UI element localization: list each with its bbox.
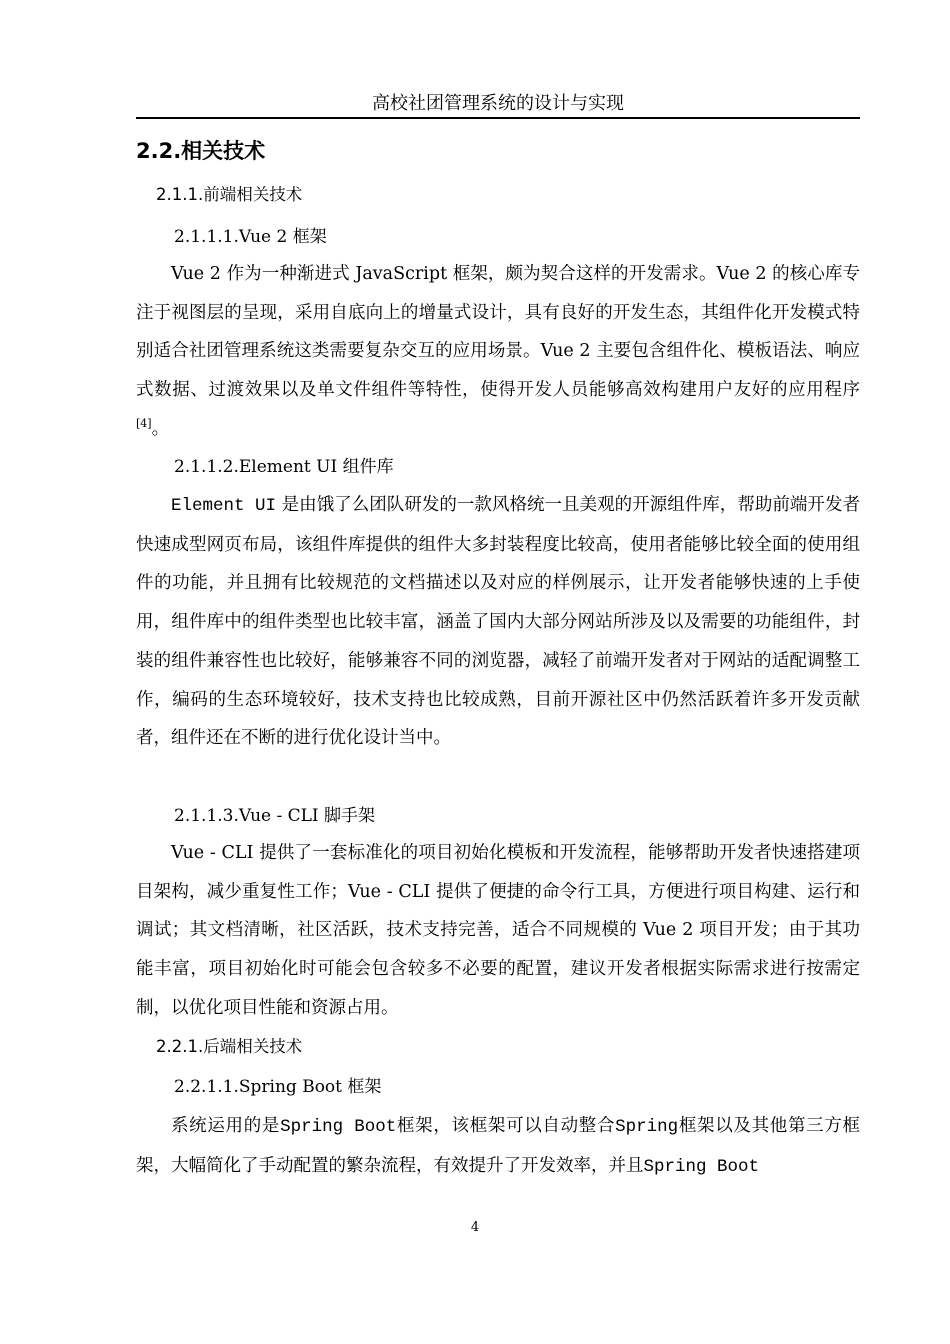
page-number: 4 xyxy=(470,1220,480,1235)
element-ui-lead: Element UI xyxy=(171,496,277,516)
element-ui-text: 是由饿了么团队研发的一款风格统一且美观的开源组件库，帮助前端开发者快速成型网页布局，该组件库提供的组件大多封装程度比较高，使用者能够比较全面的使用组件的功能，并且拥有比较规范的文档描述以及对应的样例展示，让开发者能够快速的上手使用，组件库中的组件类型也比较丰富，涵盖了国内大部分网站所涉及以及需要的功能组件，封装的组件兼容性也比较好，能够兼容不同的浏览器，减轻了前端开发者对于网站的适配调整工作，编码的生态环境较好，技术支持也比较成熟，目前开源社区中仍然活跃着许多开发贡献者，组件还在不断的进行优化设计当中。 xyxy=(136,495,860,749)
spring-word-1: Spring Boot xyxy=(280,1117,397,1137)
spring-word-2: Spring xyxy=(615,1117,679,1137)
spring-boot-heading: 2.2.1.1.Spring Boot 框架 xyxy=(174,1077,382,1097)
running-head: 高校社团管理系统的设计与实现 xyxy=(372,93,624,114)
spring-word-3: Spring Boot xyxy=(643,1156,760,1177)
vue2-heading: 2.1.1.1.Vue 2 框架 xyxy=(174,227,327,247)
element-ui-paragraph xyxy=(136,486,860,758)
frontend-heading: 2.1.1.前端相关技术 xyxy=(156,185,303,204)
vue2-paragraph xyxy=(136,255,860,449)
spring-text-3: 框架以及其他第三方框架，大幅简化了手动配置的繁杂流程，有效提升了开发效率，并且 xyxy=(136,1116,861,1176)
header-rule xyxy=(136,117,860,119)
vue-cli-heading: 2.1.1.3.Vue - CLI 脚手架 xyxy=(174,806,376,826)
spring-boot-paragraph xyxy=(136,1107,860,1186)
backend-heading: 2.2.1.后端相关技术 xyxy=(156,1037,303,1056)
element-ui-heading: 2.1.1.2.Element UI 组件库 xyxy=(174,457,394,477)
vue2-citation: [4] xyxy=(136,416,152,430)
section-heading: 2.2.相关技术 xyxy=(136,139,266,163)
spring-text-1: 系统运用的是 xyxy=(171,1116,281,1136)
vue2-text: Vue 2 作为一种渐进式 JavaScript 框架，颇为契合这样的开发需求。Vue 2 的核心库专注于视图层的呈现，采用自底向上的增量式设计，具有良好的开发生态，其组件化开发模式特别适合社团管理系统这类需要复杂交互的应用场景。Vue 2 主要包含组件化、模板语法、响应式数据、过渡效果以及单文件组件等特性，使得开发人员能够高效构建用户友好的应用程序 xyxy=(136,264,860,401)
spring-text-2: 框架，该框架可以自动整合 xyxy=(396,1116,616,1136)
vue2-end: 。 xyxy=(151,418,170,439)
vue-cli-paragraph: Vue - CLI 提供了一套标准化的项目初始化模板和开发流程，能够帮助开发者快速搭建项目架构，减少重复性工作；Vue - CLI 提供了便捷的命令行工具，方便进行项目构建、运行和调试；其文档清晰，社区活跃，技术支持完善，适合不同规模的 Vue 2 项目开发；由于其功能丰富，项目初始化时可能会包含较多不必要的配置，建议开发者根据实际需求进行按需定制，以优化项目性能和资源占用。 xyxy=(136,843,860,1018)
